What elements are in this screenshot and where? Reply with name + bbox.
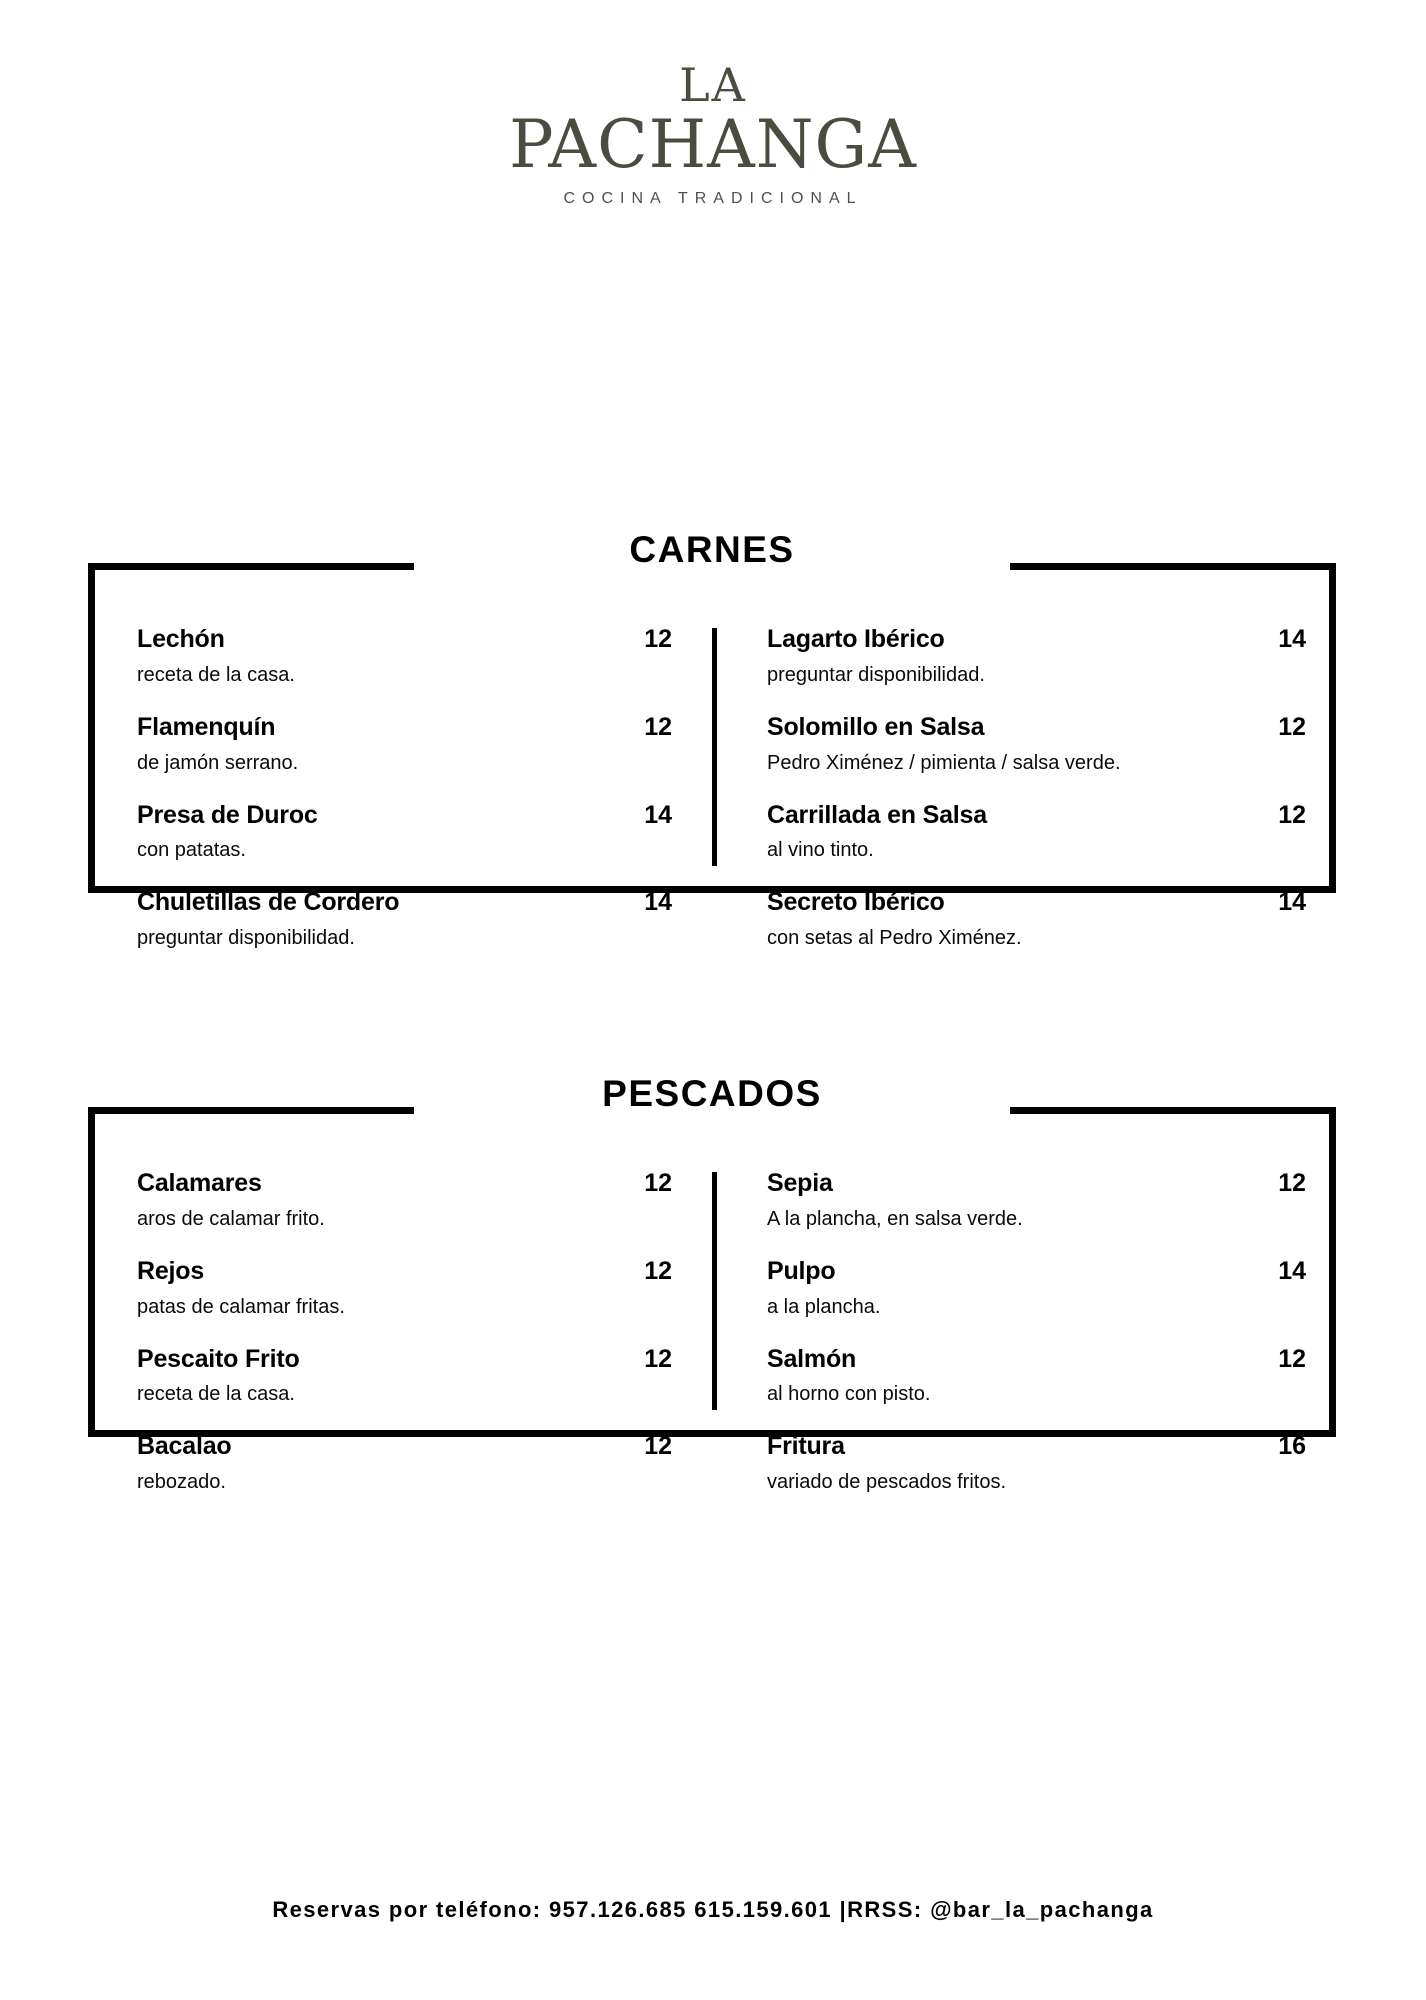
section-columns <box>88 563 1336 950</box>
menu-section-pescados <box>88 1073 1336 1493</box>
menu-section-carnes <box>88 529 1336 949</box>
menu-item-name: Presa de Duroc <box>137 800 318 829</box>
menu-item-name: Lagarto Ibérico <box>767 625 945 653</box>
menu-item-name: Carrillada en Salsa <box>767 800 987 829</box>
menu-item-description: receta de la casa. <box>137 663 295 686</box>
menu-item-description: rebozado. <box>137 1471 226 1493</box>
column-left <box>88 563 712 950</box>
menu-item-price: 12 <box>1278 1344 1306 1373</box>
menu-item[interactable] <box>137 888 672 950</box>
menu-item-name: Salmón <box>767 1344 857 1373</box>
menu-item-price: 12 <box>644 1169 672 1197</box>
logo-line-la: LA <box>679 58 747 112</box>
menu-item-header <box>767 1345 1306 1374</box>
menu-item-description: de jamón serrano. <box>137 751 299 774</box>
menu-item-description: con patatas. <box>137 839 246 862</box>
menu-item-header <box>137 1432 672 1461</box>
menu-item[interactable] <box>137 1432 672 1494</box>
menu-item-header <box>137 801 672 830</box>
menu-item-price: 12 <box>644 712 672 741</box>
menu-item-price: 12 <box>644 1344 672 1373</box>
menu-item-header <box>767 1257 1306 1286</box>
menu-item[interactable] <box>137 1345 672 1407</box>
menu-item-price: 14 <box>644 888 672 917</box>
menu-item-name: Rejos <box>137 1256 205 1285</box>
menu-item-header <box>137 1257 672 1286</box>
menu-item-description: con setas al Pedro Ximénez. <box>767 927 1022 949</box>
menu-item-name: Pescaito Frito <box>137 1344 300 1373</box>
menu-item-description: A la plancha, en salsa verde. <box>767 1207 1023 1230</box>
menu-item[interactable] <box>137 625 672 687</box>
menu-item[interactable] <box>767 1257 1306 1319</box>
section-title-carnes: CARNES <box>629 529 795 570</box>
menu-item-header <box>137 1169 672 1198</box>
menu-item[interactable] <box>137 713 672 775</box>
menu-item[interactable] <box>767 888 1306 950</box>
menu-item-price: 12 <box>644 625 672 653</box>
menu-item[interactable] <box>137 1257 672 1319</box>
menu-item-name: Chuletillas de Cordero <box>137 888 400 917</box>
menu-item-description: al horno con pisto. <box>767 1383 931 1406</box>
menu-item-price: 14 <box>1278 625 1306 653</box>
logo-tagline: COCINA TRADICIONAL <box>563 190 863 207</box>
brand-logo <box>0 58 1426 208</box>
menu-item[interactable] <box>137 1169 672 1231</box>
menu-item-description: al vino tinto. <box>767 839 874 862</box>
section-title-pescados: PESCADOS <box>602 1073 822 1114</box>
menu-item-description: receta de la casa. <box>137 1383 295 1406</box>
menu-item[interactable] <box>767 1345 1306 1407</box>
menu-item-name: Lechón <box>137 625 225 653</box>
menu-item-price: 12 <box>644 1432 672 1461</box>
menu-item-price: 12 <box>1278 800 1306 829</box>
menu-item-name: Calamares <box>137 1169 262 1197</box>
menu-item-price: 12 <box>1278 1169 1306 1197</box>
menu-item[interactable] <box>767 1169 1306 1231</box>
menu-item-name: Pulpo <box>767 1256 836 1285</box>
menu-item-price: 12 <box>644 1256 672 1285</box>
menu-item-header <box>767 625 1306 654</box>
menu-item[interactable] <box>767 801 1306 863</box>
footer-contact: Reservas por teléfono: 957.126.685 615.159.601 |RRSS: @bar_la_pachanga <box>272 1897 1154 1922</box>
menu-item-description: aros de calamar frito. <box>137 1207 325 1230</box>
menu-item-description: preguntar disponibilidad. <box>137 927 355 949</box>
menu-item[interactable] <box>767 625 1306 687</box>
menu-item-header <box>137 888 672 917</box>
menu-item-header <box>767 1432 1306 1461</box>
menu-item-name: Secreto Ibérico <box>767 888 945 917</box>
menu-item-description: preguntar disponibilidad. <box>767 663 985 686</box>
menu-item-price: 16 <box>1278 1432 1306 1461</box>
menu-item-header <box>767 713 1306 742</box>
logo-line-pachanga: PACHANGA <box>509 106 917 183</box>
section-columns <box>88 1107 1336 1494</box>
menu-item-header <box>137 713 672 742</box>
menu-item-name: Fritura <box>767 1432 845 1461</box>
menu-item-header <box>137 625 672 654</box>
menu-item-header <box>767 888 1306 917</box>
menu-item-header <box>767 801 1306 830</box>
menu-item[interactable] <box>137 801 672 863</box>
menu-item-header <box>767 1169 1306 1198</box>
menu-item-price: 14 <box>1278 888 1306 917</box>
menu-item-name: Solomillo en Salsa <box>767 712 985 741</box>
menu-item-price: 14 <box>644 800 672 829</box>
menu-item-description: Pedro Ximénez / pimienta / salsa verde. <box>767 751 1121 774</box>
menu-item-price: 12 <box>1278 712 1306 741</box>
menu-item[interactable] <box>767 713 1306 775</box>
menu-item-name: Flamenquín <box>137 712 276 741</box>
menu-item-name: Sepia <box>767 1169 833 1197</box>
column-right <box>712 563 1336 950</box>
menu-item-price: 14 <box>1278 1256 1306 1285</box>
column-right <box>712 1107 1336 1494</box>
menu-item[interactable] <box>767 1432 1306 1494</box>
menu-item-description: a la plancha. <box>767 1295 881 1318</box>
menu-item-header <box>137 1345 672 1374</box>
menu-item-description: variado de pescados fritos. <box>767 1471 1007 1493</box>
column-left <box>88 1107 712 1494</box>
menu-item-name: Bacalao <box>137 1432 232 1461</box>
menu-item-description: patas de calamar fritas. <box>137 1295 345 1318</box>
